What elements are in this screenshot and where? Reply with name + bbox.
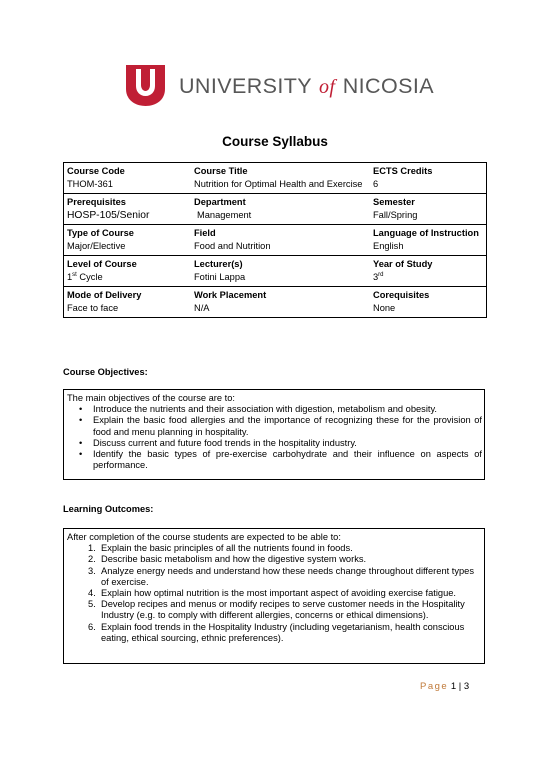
outcome-text: Explain how optimal nutrition is the most important aspect of avoiding exercise fatigue. bbox=[101, 588, 457, 599]
item-number: 2. bbox=[88, 554, 96, 565]
header-mode-of-delivery: Mode of Delivery bbox=[64, 287, 192, 304]
table-value-row bbox=[64, 303, 487, 318]
bullet-icon: • bbox=[79, 404, 83, 415]
value-mode-of-delivery: Face to face bbox=[67, 303, 119, 313]
year-suffix: rd bbox=[378, 271, 384, 278]
header-prerequisites: Prerequisites bbox=[64, 194, 192, 211]
bullet-icon: • bbox=[79, 415, 83, 426]
page-separator: | bbox=[458, 681, 462, 692]
objective-text: Explain the basic food allergies and the importance of recognizing these for the provision of food and menu planning in hospitality. bbox=[93, 415, 482, 437]
logo-word-of: of bbox=[319, 76, 336, 98]
level-suffix: st bbox=[72, 271, 77, 278]
value-work-placement: N/A bbox=[194, 303, 210, 313]
objective-text: Discuss current and future food trends in the hospitality industry. bbox=[93, 437, 357, 448]
value-language: English bbox=[373, 241, 404, 251]
table-value-row bbox=[64, 210, 487, 225]
value-corequisites: None bbox=[373, 303, 396, 313]
objectives-list bbox=[67, 404, 484, 471]
header-semester: Semester bbox=[370, 194, 487, 211]
header-language: Language of Instruction bbox=[370, 225, 487, 242]
outcome-text: Analyze energy needs and understand how these needs change throughout different types of exercise. bbox=[101, 565, 475, 587]
bullet-icon: • bbox=[79, 449, 83, 460]
value-type-of-course: Major/Elective bbox=[67, 241, 126, 251]
table-value-row bbox=[64, 179, 487, 194]
list-item bbox=[67, 415, 484, 437]
outcomes-list bbox=[67, 543, 484, 644]
shield-icon bbox=[123, 62, 168, 107]
year-number: 3 bbox=[373, 272, 379, 282]
document-title: Course Syllabus bbox=[222, 134, 328, 149]
table-header-row bbox=[64, 163, 487, 180]
objective-text: Identify the basic types of pre-exercise carbohydrate and their influence on aspects of performance. bbox=[93, 449, 482, 471]
header-corequisites: Corequisites bbox=[370, 287, 487, 304]
list-item bbox=[67, 622, 484, 644]
table-header-row bbox=[64, 287, 487, 304]
value-year-of-study bbox=[370, 272, 487, 287]
page-label: Page bbox=[420, 681, 449, 692]
bullet-icon: • bbox=[79, 437, 83, 448]
list-item bbox=[67, 599, 484, 621]
list-item bbox=[67, 566, 484, 588]
value-department: Management bbox=[197, 210, 252, 220]
objectives-intro: The main objectives of the course are to: bbox=[67, 393, 235, 403]
item-number: 1. bbox=[88, 543, 96, 554]
table-header-row bbox=[64, 194, 487, 211]
header-work-placement: Work Placement bbox=[191, 287, 370, 304]
value-lecturers: Fotini Lappa bbox=[194, 272, 246, 282]
outcomes-heading: Learning Outcomes: bbox=[63, 504, 154, 514]
header-lecturers: Lecturer(s) bbox=[191, 256, 370, 273]
logo-word-university: UNIVERSITY bbox=[179, 74, 312, 98]
item-number: 5. bbox=[88, 599, 96, 610]
value-semester: Fall/Spring bbox=[373, 210, 418, 220]
outcomes-intro: After completion of the course students are expected to be able to: bbox=[67, 532, 341, 542]
outcomes-box bbox=[63, 528, 485, 664]
objectives-box bbox=[63, 389, 485, 480]
outcome-text: Describe basic metabolism and how the digestive system works. bbox=[101, 554, 367, 565]
list-item bbox=[67, 449, 484, 471]
table-value-row bbox=[64, 272, 487, 287]
header-course-code: Course Code bbox=[67, 166, 125, 176]
header-course-title: Course Title bbox=[194, 166, 248, 176]
item-number: 3. bbox=[88, 565, 96, 576]
objective-text: Introduce the nutrients and their association with digestion, metabolism and obesity. bbox=[93, 404, 438, 415]
list-item bbox=[67, 588, 484, 599]
value-field: Food and Nutrition bbox=[194, 241, 271, 251]
item-number: 4. bbox=[88, 588, 96, 599]
list-item bbox=[67, 404, 484, 415]
list-item bbox=[67, 543, 484, 554]
current-page: 1 bbox=[450, 681, 457, 692]
header-level-of-course: Level of Course bbox=[64, 256, 192, 273]
university-logo bbox=[123, 62, 434, 107]
item-number: 6. bbox=[88, 621, 96, 632]
header-ects-credits: ECTS Credits bbox=[373, 166, 433, 176]
value-ects-credits: 6 bbox=[373, 179, 379, 189]
outcome-text: Explain food trends in the Hospitality Industry (including vegetarianism, health conscious eating, ethical sourcing, ethnic preferences). bbox=[101, 621, 465, 643]
header-year-of-study: Year of Study bbox=[370, 256, 487, 273]
header-field: Field bbox=[191, 225, 370, 242]
list-item bbox=[67, 554, 484, 565]
outcome-text: Develop recipes and menus or modify recipes to serve customer needs in the Hospitality Industry (e.g. to comply with different allergies, concerns or ethical dimensions). bbox=[101, 599, 465, 621]
logo-word-nicosia: NICOSIA bbox=[342, 74, 434, 98]
level-number: 1 bbox=[67, 272, 73, 282]
logo-wordmark bbox=[179, 74, 434, 99]
header-type-of-course: Type of Course bbox=[64, 225, 192, 242]
list-item bbox=[67, 438, 484, 449]
outcome-text: Explain the basic principles of all the nutrients found in foods. bbox=[101, 543, 353, 554]
table-value-row bbox=[64, 241, 487, 256]
course-info-table bbox=[63, 162, 487, 318]
objectives-heading: Course Objectives: bbox=[63, 367, 148, 377]
value-course-code: THOM-361 bbox=[67, 179, 113, 189]
level-text: Cycle bbox=[76, 272, 103, 282]
table-header-row bbox=[64, 225, 487, 242]
value-level-of-course bbox=[64, 272, 192, 287]
total-pages: 3 bbox=[463, 681, 470, 692]
page-number bbox=[420, 681, 469, 692]
value-prerequisites: HOSP-105/Senior bbox=[67, 210, 150, 221]
header-department: Department bbox=[191, 194, 370, 211]
table-header-row bbox=[64, 256, 487, 273]
value-course-title: Nutrition for Optimal Health and Exercise bbox=[194, 179, 363, 189]
